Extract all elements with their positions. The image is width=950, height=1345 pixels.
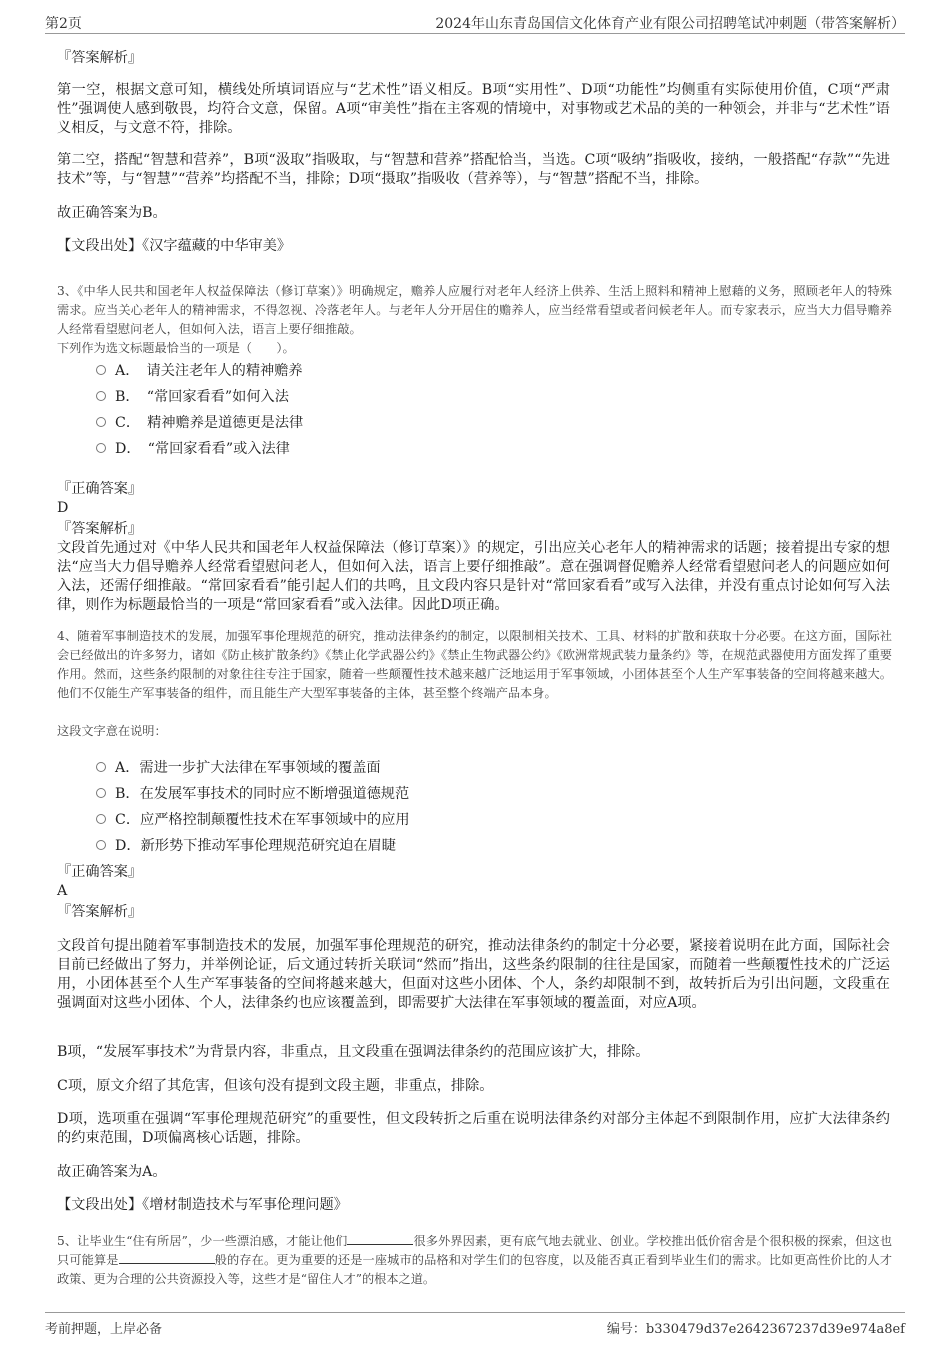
radio-icon[interactable] [96,840,106,850]
radio-icon[interactable] [96,365,106,375]
option-label: C． 精神赡养是道德更是法律 [115,415,304,431]
q4-analysis-b: B项，“发展军事技术”为背景内容，非重点，且文段重在强调法律条约的范围应该扩大，排除。 [57,1044,650,1060]
q4-option-b[interactable] [96,784,409,804]
footer-slogan: 考前押题，上岸必备 [45,1322,163,1337]
q4-option-a[interactable] [96,758,381,778]
q2-analysis-label: 『答案解析』 [57,50,143,66]
q3-stem: 3、《中华人民共和国老年人权益保障法（修订草案）》明确规定，赡养人应履行对老年人经济上供养、生活上照料和精神上慰藉的义务，照顾老年人的特殊需求。应当关心老年人的精神需求，不得忽视、冷落老年人。与老年人分开居住的赡养人，应当经常看望或者问候老年人。而专家表示，应当大力倡导赡养人经常看望慰问老人，但如何入法，语言上要仔细推敲。 [57,284,892,336]
option-label: B．在发展军事技术的同时应不断增强道德规范 [115,786,410,802]
q3-option-a[interactable] [96,361,303,381]
q4-correct-label: 『正确答案』 [57,864,143,880]
q3-analysis: 文段首先通过对《中华人民共和国老年人权益保障法（修订草案）》的规定，引出应关心老年人的精神需求的话题；接着提出专家的想法“应当大力倡导赡养人经常看望慰问老人，但如何入法，语言上要仔细推敲”。意在强调督促赡养人经常看望慰问老人的问题应如何入法，还需仔细推敲。“常回家看看”能引起人们的共鸣，且文段内容只是针对“常回家看看”或写入法律，并没有重点讨论如何写入法律，则作为标题最恰当的一项是“常回家看看”或入法律。因此D项正确。 [57,540,890,613]
q4-option-d[interactable] [96,836,396,856]
radio-icon[interactable] [96,391,106,401]
radio-icon[interactable] [96,814,106,824]
q3-option-c[interactable] [96,413,303,433]
q2-analysis-p1: 第一空，根据文意可知，横线处所填词语应与“艺术性”语义相反。B项“实用性”、D项“功能性”均侧重有实际使用价值，C项“严肃性”强调使人感到敬畏，均符合文意，保留。A项“审美性”指在主客观的情境中，对事物或艺术品的美的一种领会，并非与“艺术性”语义相反，与文意不符，排除。 [57,82,890,136]
q4-analysis: 文段首句提出随着军事制造技术的发展，加强军事伦理规范的研究，推动法律条约的制定十分必要，紧接着说明在此方面，国际社会目前已经做出了努力，并举例论证，后文通过转折关联词“然而”指出，这些条约限制的往往是国家，而随着一些颠覆性技术的广泛运用，小团体甚至个人生产军事装备的空间将越来越大，但面对这些小团体、个人，条约却限制不到，故转折后为引出问题，文段重在强调面对这些小团体、个人，法律条约也应该覆盖到，即需要扩大法律在军事领域的覆盖面，对应A项。 [57,938,890,1011]
radio-icon[interactable] [96,417,106,427]
q4-analysis-d: D项，选项重在强调“军事伦理规范研究”的重要性，但文段转折之后重在说明法律条约对部分主体起不到限制作用，应扩大法律条约的约束范围，D项偏离核心话题，排除。 [57,1111,890,1146]
q3-question: 下列作为选文标题最恰当的一项是（ ）。 [57,341,295,355]
option-label: D．新形势下推动军事伦理规范研究迫在眉睫 [115,838,396,854]
q3-correct-answer: D [57,500,69,516]
q3-option-b[interactable] [96,387,289,407]
q4-conclusion: 故正确答案为A。 [57,1164,167,1180]
q2-source: 【文段出处】《汉字蕴藏的中华审美》 [57,238,292,254]
q4-stem: 4、随着军事制造技术的发展，加强军事伦理规范的研究，推动法律条约的制定，以限制相关技术、工具、材料的扩散和获取十分必要。在这方面，国际社会已经做出的许多努力，诸如《防止核扩散条约》《禁止化学武器公约》《禁止生物武器公约》《欧洲常规武装力量条约》等，在规范武器使用方面发挥了重要作用。然而，这些条约限制的对象往往专注于国家，随着一些颠覆性技术越来越广泛地运用于军事领域，小团体甚至个人生产军事装备的空间将越来越大。他们不仅能生产军事装备的组件，而且能生产大型军事装备的主体，甚至整个终端产品本身。 [57,629,892,700]
option-label: C．应严格控制颠覆性技术在军事领域中的应用 [115,812,410,828]
q4-option-c[interactable] [96,810,410,830]
q2-conclusion: 故正确答案为B。 [57,205,167,221]
q4-question: 这段文字意在说明： [57,724,167,738]
radio-icon[interactable] [96,762,106,772]
q5-stem [57,1232,892,1289]
q3-analysis-label: 『答案解析』 [57,521,143,537]
q4-source: 【文段出处】《增材制造技术与军事伦理问题》 [57,1197,348,1213]
document-title: 2024年山东青岛国信文化体育产业有限公司招聘笔试冲刺题（带答案解析） [435,16,905,32]
option-label: D． “常回家看看”或入法律 [115,441,290,457]
q2-analysis-p2: 第二空，搭配“智慧和营养”，B项“汲取”指吸取，与“智慧和营养”搭配恰当，当选。C项“吸纳”指吸收，接纳，一般搭配“存款”“先进技术”等，与“智慧”“营养”均搭配不当，排除；D项“摄取”指吸收（营养等），与“智慧”搭配不当，排除。 [57,152,890,187]
q4-analysis-c: C项，原文介绍了其危害，但该句没有提到文段主题，非重点，排除。 [57,1078,494,1094]
q4-correct-answer: A [57,883,68,899]
document-serial: 编号：b330479d37e2642367237d39e974a8ef [606,1322,905,1337]
blank-2[interactable] [119,1251,215,1264]
q3-option-d[interactable] [96,439,290,459]
q4-analysis-label: 『答案解析』 [57,904,143,920]
page-footer [45,1312,905,1343]
q5-stem-part-2: 很多外界因素，更有底气地去就业、创业。学校推出低价宿舍是个很积极的探索，但这也只可能算是 [57,1234,893,1267]
q5-stem-part-3: 般的存在。更为重要的还是一座城市的品格和对学生们的包容度，以及能否真正看到毕业生们的需求。比如更高性价比的人才政策、更为合理的公共资源投入等，这些才是“留住人才”的根本之道。 [57,1253,893,1286]
radio-icon[interactable] [96,788,106,798]
blank-1[interactable] [347,1232,413,1245]
option-label: A．需进一步扩大法律在军事领域的覆盖面 [115,760,381,776]
q3-correct-label: 『正确答案』 [57,481,143,497]
page-number: 第2页 [45,16,82,32]
page-header [45,0,905,34]
option-label: A． 请关注老年人的精神赡养 [115,363,303,379]
q5-stem-part-1: 5、让毕业生“住有所居”，少一些漂泊感，才能让他们 [57,1234,348,1248]
option-label: B． “常回家看看”如何入法 [115,389,289,405]
radio-icon[interactable] [96,443,106,453]
